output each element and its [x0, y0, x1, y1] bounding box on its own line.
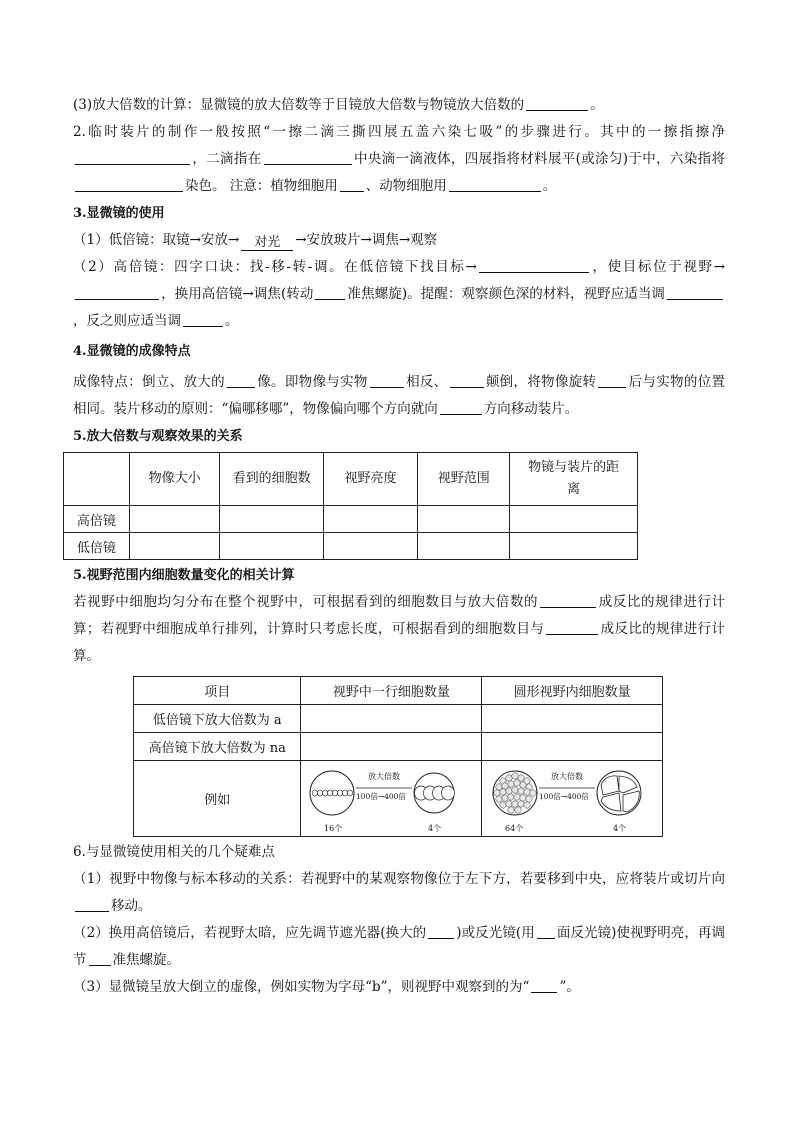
- blank: [479, 257, 589, 273]
- paragraph-low-power: （1）低倍镜：取镜→安放→ 对光 →安放玻片→调焦→观察: [73, 232, 438, 250]
- blank: [183, 311, 223, 327]
- svg-text:16个: 16个: [324, 823, 343, 833]
- blank: [450, 372, 484, 388]
- blank: [75, 284, 159, 300]
- paragraph-high-power: （2）高倍镜：四字口诀：找-移-转-调。在低倍镜下找目标→ ，使目标位于视野→，换用高倍镜→调焦(转动 准焦螺旋)。提醒：观察颜色深的材料，视野应适当调，反之则应适当调 。: [73, 259, 726, 329]
- area-cells-figure: [487, 763, 657, 835]
- svg-text:4个: 4个: [428, 823, 442, 833]
- blank: [667, 284, 723, 300]
- blank: [526, 95, 588, 111]
- table-row: 例如 放大倍数 100倍→400倍 16个 4个 放大倍数 100倍→400倍 64个 4个: [134, 761, 663, 837]
- table-row: 高倍镜: [64, 506, 638, 533]
- blank: [546, 619, 598, 635]
- blank: [370, 372, 404, 388]
- blank: [227, 372, 255, 388]
- svg-text:放大倍数: 放大倍数: [551, 771, 584, 781]
- document-page: [73, 92, 725, 1001]
- heading-microscope-use: 3.显微镜的使用: [73, 206, 165, 221]
- table-cell-count: 项目 视野中一行细胞数量 圆形视野内细胞数量 低倍镜下放大倍数为 a 高倍镜下放大倍数为 na 例如 放大倍数 100倍→400倍 16个 4个 放大倍数 100倍→400倍 64个 4个: [133, 676, 663, 837]
- paragraph-virtual-image: （3）显微镜呈放大倒立的虚像，例如实物为字母“b”，则视野中观察到的为“ ”。: [73, 979, 580, 995]
- blank: [89, 950, 111, 966]
- paragraph-cell-count: 若视野中细胞均匀分布在整个视野中，可根据看到的细胞数目与放大倍数的 成反比的规律进行计算；若视野中细胞成单行排列，计算时只考虑长度，可根据看到的细胞数目与 成反比的规律进行计算。: [73, 594, 726, 664]
- filled-blank: 对光: [241, 235, 293, 251]
- row-cells-figure: [306, 763, 476, 835]
- table-magnification-effect: 物像大小 看到的细胞数 视野亮度 视野范围 物镜与装片的距离 高倍镜 低倍镜: [63, 452, 638, 560]
- blank: [540, 592, 596, 608]
- blank: [75, 149, 190, 165]
- blank: [440, 399, 482, 415]
- paragraph-magnification: (3)放大倍数的计算：显微镜的放大倍数等于目镜放大倍数与物镜放大倍数的 。: [73, 97, 604, 113]
- paragraph-imaging: 成像特点：倒立、放大的 像。即物像与实物 相反、 颠倒，将物像旋转 后与实物的位置相同。装片移动的原则：“偏哪移哪”，物像偏向哪个方向就向 方向移动装片。: [73, 374, 725, 417]
- blank: [264, 149, 352, 165]
- heading-magnification-effect: 5.放大倍数与观察效果的关系: [73, 429, 243, 444]
- heading-imaging: 4.显微镜的成像特点: [73, 344, 191, 359]
- svg-text:64个: 64个: [505, 823, 524, 833]
- svg-text:放大倍数: 放大倍数: [368, 771, 401, 781]
- blank: [598, 372, 626, 388]
- table-row: 高倍镜下放大倍数为 na: [134, 733, 663, 761]
- blank: [315, 284, 345, 300]
- blank: [537, 923, 555, 939]
- blank: [340, 176, 364, 192]
- svg-text:4个: 4个: [613, 823, 627, 833]
- paragraph-slide-making: 2.临时装片的制作一般按照“一擦二滴三撕四展五盖六染七吸”的步骤进行。其中的一擦指擦净，二滴指在 中央滴一滴液体，四展指将材料展平(或涂匀)于中，六染指将染色。 注意：植物细胞用 、动物细胞用 。: [73, 124, 725, 194]
- heading-cell-count: 5.视野范围内细胞数量变化的相关计算: [73, 568, 295, 583]
- svg-text:100倍→400倍: 100倍→400倍: [539, 791, 590, 801]
- paragraph-movement: （1）视野中物像与标本移动的关系：若视野中的某观察物像位于左下方，若要移到中央，应将装片或切片向移动。: [73, 871, 725, 914]
- blank: [531, 977, 557, 993]
- table-row: 低倍镜下放大倍数为 a: [134, 705, 663, 733]
- blank: [449, 176, 541, 192]
- blank: [75, 176, 183, 192]
- blank: [75, 896, 109, 912]
- table-row: 低倍镜: [64, 533, 638, 560]
- blank: [428, 923, 454, 939]
- paragraph-brightness: （2）换用高倍镜后，若视野太暗，应先调节遮光器(换大的 )或反光镜(用 面反光镜)使视野明亮，再调节 准焦螺旋。: [73, 925, 725, 968]
- svg-text:100倍→400倍: 100倍→400倍: [356, 791, 407, 801]
- heading-difficulties: 6.与显微镜使用相关的几个疑难点: [73, 844, 275, 860]
